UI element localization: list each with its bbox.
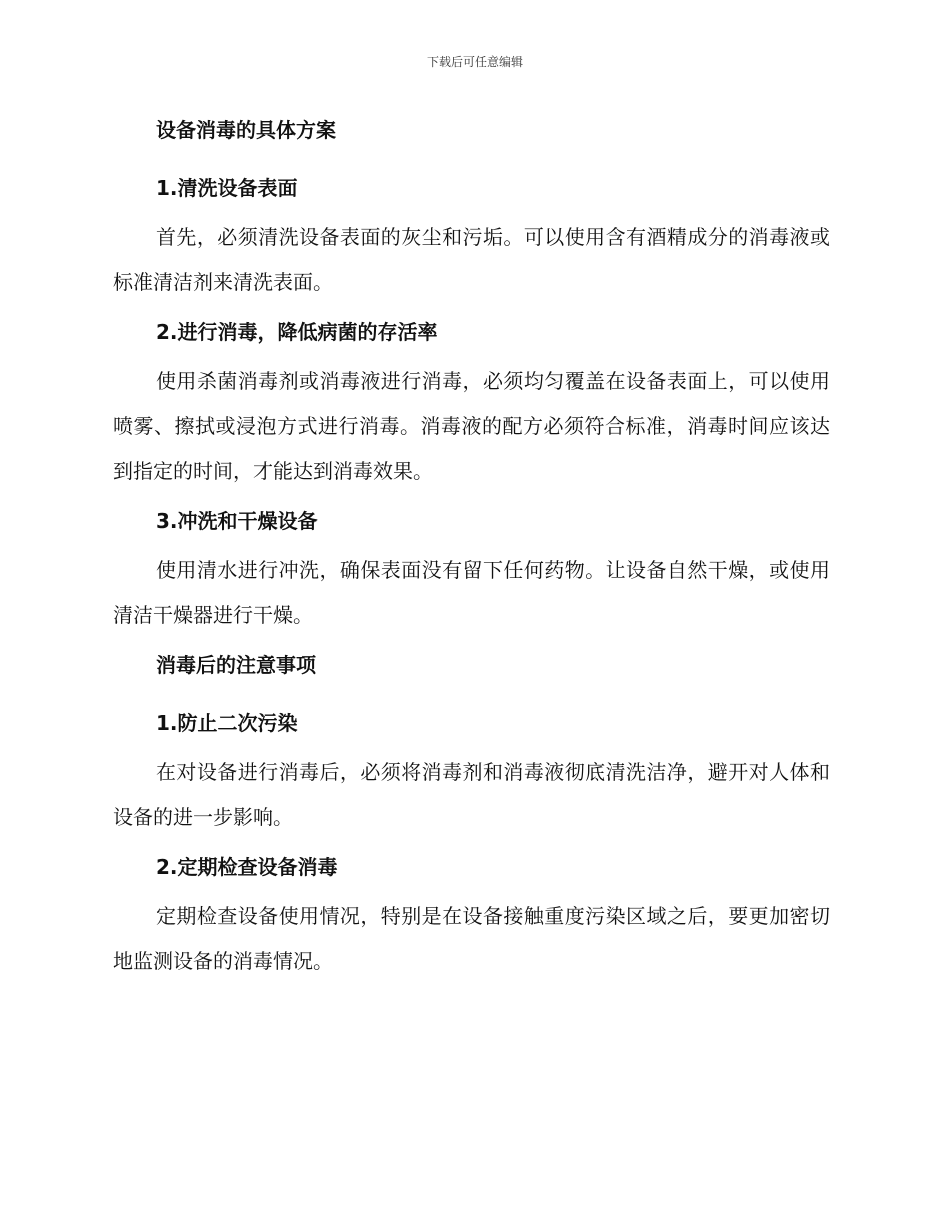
subheading-regular-inspection: 2.定期检查设备消毒	[156, 855, 338, 879]
paragraph-prevent-contamination: 在对设备进行消毒后，必须将消毒剂和消毒液彻底清洗洁净，避开对人体和设备的进一步影响。	[113, 760, 830, 829]
subheading-disinfect: 2.进行消毒，降低病菌的存活率	[156, 320, 438, 344]
paragraph-rinse-dry: 使用清水进行冲洗，确保表面没有留下任何药物。让设备自然干燥，或使用清洁干燥器进行干燥。	[113, 558, 830, 627]
section-heading-precautions: 消毒后的注意事项	[156, 653, 316, 677]
subheading-clean-surface: 1.清洗设备表面	[156, 176, 298, 200]
header-note: 下载后可任意编辑	[426, 55, 523, 69]
paragraph-regular-inspection: 定期检查设备使用情况，特别是在设备接触重度污染区域之后，要更加密切地监测设备的消毒情况。	[113, 904, 830, 973]
section-heading-disinfection-plan: 设备消毒的具体方案	[156, 118, 336, 142]
document-body	[113, 115, 830, 984]
paragraph-clean-surface: 首先，必须清洗设备表面的灰尘和污垢。可以使用含有酒精成分的消毒液或标准清洁剂来清洗表面。	[113, 225, 830, 294]
paragraph-disinfect: 使用杀菌消毒剂或消毒液进行消毒，必须均匀覆盖在设备表面上，可以使用喷雾、擦拭或浸泡方式进行消毒。消毒液的配方必须符合标准，消毒时间应该达到指定的时间，才能达到消毒效果。	[113, 369, 830, 483]
subheading-rinse-dry: 3.冲洗和干燥设备	[156, 509, 318, 533]
subheading-prevent-contamination: 1.防止二次污染	[156, 711, 298, 735]
